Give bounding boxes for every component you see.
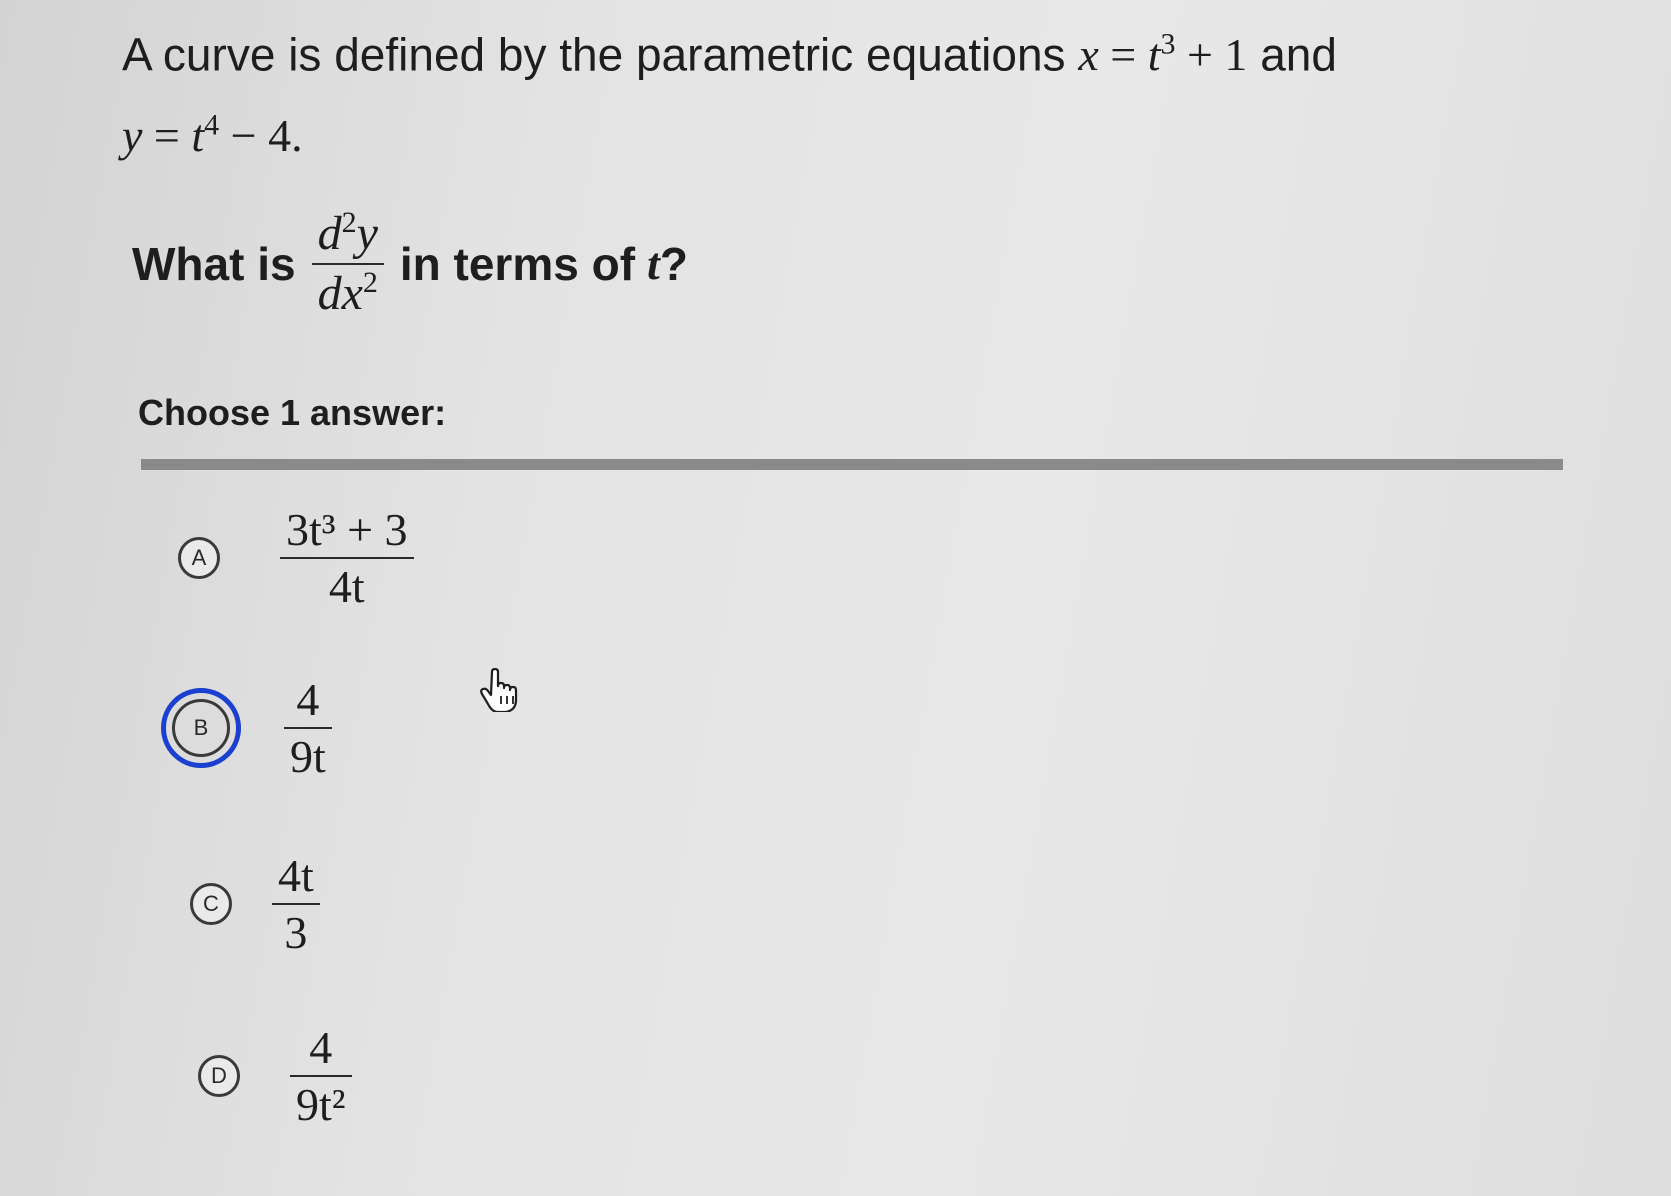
radio-b-inner: B: [172, 699, 230, 757]
y-equation: $y = t^4 - 4$.: [122, 108, 303, 161]
x-equation: $x = t^3 + 1$: [1078, 28, 1248, 81]
option-d[interactable]: [198, 1020, 352, 1132]
option-d-denominator: 9t²: [296, 1079, 346, 1131]
problem-line-2: [122, 90, 1337, 170]
option-a[interactable]: [178, 502, 414, 614]
option-a-fraction: [280, 502, 414, 614]
choose-label: Choose 1 answer:: [138, 392, 447, 433]
question-mark: ?: [659, 237, 688, 290]
radio-d[interactable]: D: [198, 1055, 240, 1097]
option-b-denominator: 9t: [290, 731, 326, 783]
fraction-denominator: $dx^2$: [317, 265, 378, 320]
option-b[interactable]: [178, 672, 332, 784]
option-b-numerator: 4: [296, 674, 320, 725]
question: [132, 205, 688, 322]
option-a-denominator: 4t: [328, 561, 365, 613]
problem-and: and: [1247, 28, 1337, 81]
question-var: t: [647, 238, 660, 290]
divider: [141, 459, 1563, 470]
option-c-fraction: [272, 848, 320, 960]
option-c[interactable]: [190, 848, 320, 960]
question-prefix: What is: [132, 237, 296, 290]
hand-pointer-icon: [480, 668, 522, 712]
option-c-denominator: 3: [284, 907, 308, 959]
problem-statement: [122, 10, 1337, 171]
radio-b[interactable]: [161, 688, 241, 768]
problem-line-1: [122, 10, 1337, 90]
problem-prefix: A curve is defined by the parametric equations: [122, 28, 1079, 81]
option-d-fraction: [290, 1020, 352, 1132]
question-suffix: in terms of: [399, 237, 636, 290]
option-c-numerator: 4t: [278, 850, 314, 901]
radio-a[interactable]: A: [178, 537, 220, 579]
fraction-numerator: $d^2y$: [317, 206, 378, 260]
second-derivative-fraction: [312, 205, 384, 322]
option-a-numerator: 3t³ + 3: [286, 504, 408, 555]
radio-c[interactable]: C: [190, 883, 232, 925]
option-d-numerator: 4: [309, 1022, 333, 1073]
option-b-fraction: [284, 672, 332, 784]
